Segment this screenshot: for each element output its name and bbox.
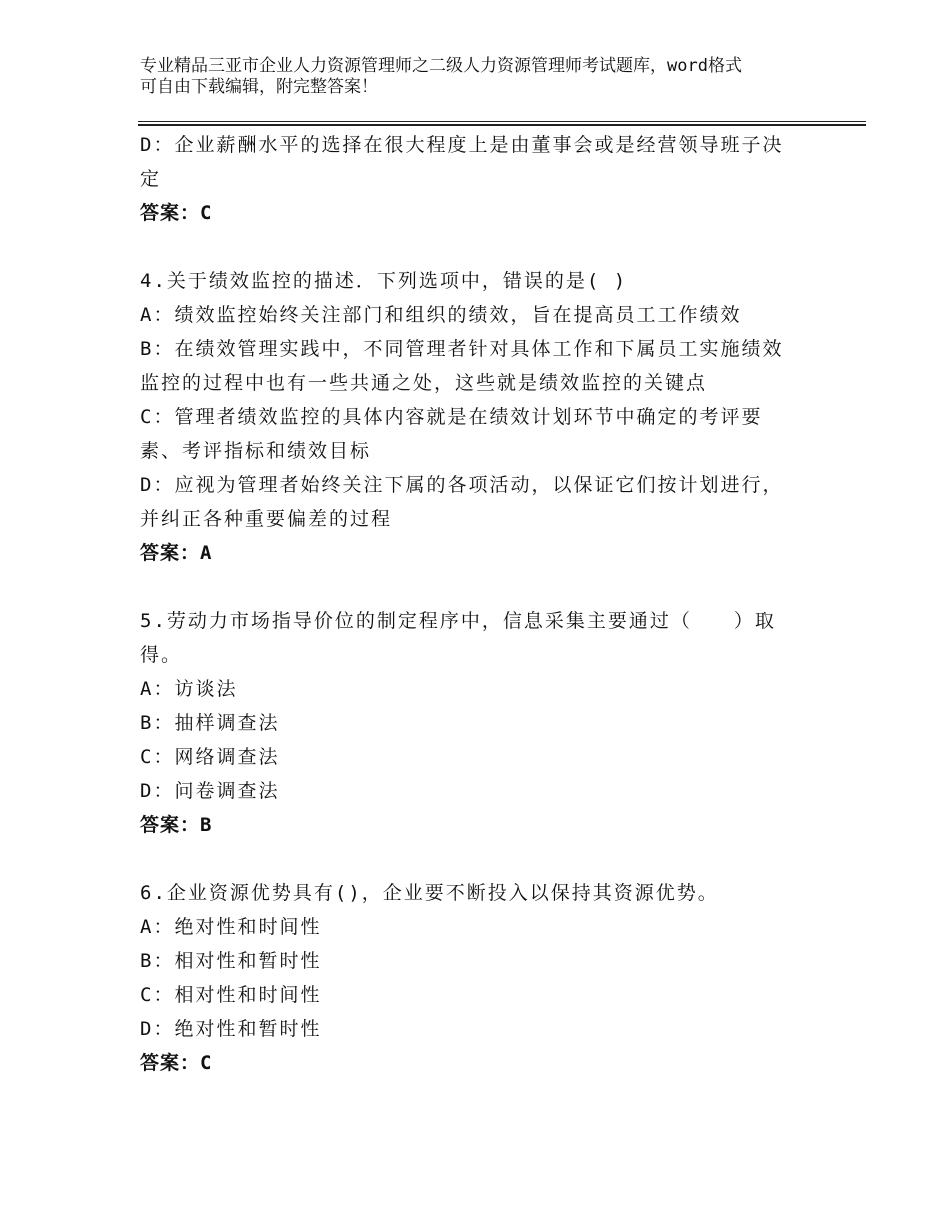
page-header <box>140 56 820 98</box>
question-3-tail <box>140 128 840 230</box>
spacer <box>140 230 840 264</box>
question-stem: 5.劳动力市场指导价位的制定程序中，信息采集主要通过（ ）取 <box>140 610 776 632</box>
option-c: C：网络调查法 <box>140 746 280 768</box>
spacer <box>140 842 840 876</box>
option-d: D：绝对性和暂时性 <box>140 1018 322 1040</box>
answer: 答案：B <box>140 814 213 836</box>
option-b: B：相对性和暂时性 <box>140 950 322 972</box>
question-stem-continued: 得。 <box>140 644 183 666</box>
question-stem: 4.关于绩效监控的描述．下列选项中，错误的是( ) <box>140 270 628 292</box>
header-line-2: 可自由下载编辑，附完整答案！ <box>140 77 378 97</box>
option-d-continued: 并纠正各种重要偏差的过程 <box>140 508 393 530</box>
question-content <box>140 128 840 1080</box>
answer: 答案：C <box>140 1052 213 1074</box>
option-d-continued: 定 <box>140 168 162 190</box>
spacer <box>140 570 840 604</box>
question-5 <box>140 604 840 842</box>
question-6 <box>140 876 840 1080</box>
answer: 答案：C <box>140 202 213 224</box>
option-d: D：问卷调查法 <box>140 780 280 802</box>
question-4 <box>140 264 840 570</box>
option-b: B：在绩效管理实践中，不同管理者针对具体工作和下属员工实施绩效 <box>140 338 784 360</box>
option-a: A：访谈法 <box>140 678 238 700</box>
option-a: A：绝对性和时间性 <box>140 916 322 938</box>
option-d: D：应视为管理者始终关注下属的各项活动，以保证它们按计划进行， <box>140 474 784 496</box>
option-d: D：企业薪酬水平的选择在很大程度上是由董事会或是经营领导班子决 <box>140 134 784 156</box>
header-line-1: 专业精品三亚市企业人力资源管理师之二级人力资源管理师考试题库，word格式 <box>140 56 742 76</box>
answer: 答案：A <box>140 542 213 564</box>
header-divider-thick <box>138 124 866 126</box>
option-c: C：管理者绩效监控的具体内容就是在绩效计划环节中确定的考评要 <box>140 406 763 428</box>
question-stem: 6.企业资源优势具有()，企业要不断投入以保持其资源优势。 <box>140 882 719 904</box>
option-c: C：相对性和时间性 <box>140 984 322 1006</box>
option-a: A：绩效监控始终关注部门和组织的绩效，旨在提高员工工作绩效 <box>140 304 742 326</box>
option-b: B：抽样调查法 <box>140 712 280 734</box>
header-divider-thin <box>138 121 866 122</box>
option-b-continued: 监控的过程中也有一些共通之处，这些就是绩效监控的关键点 <box>140 372 708 394</box>
option-c-continued: 素、考评指标和绩效目标 <box>140 440 372 462</box>
